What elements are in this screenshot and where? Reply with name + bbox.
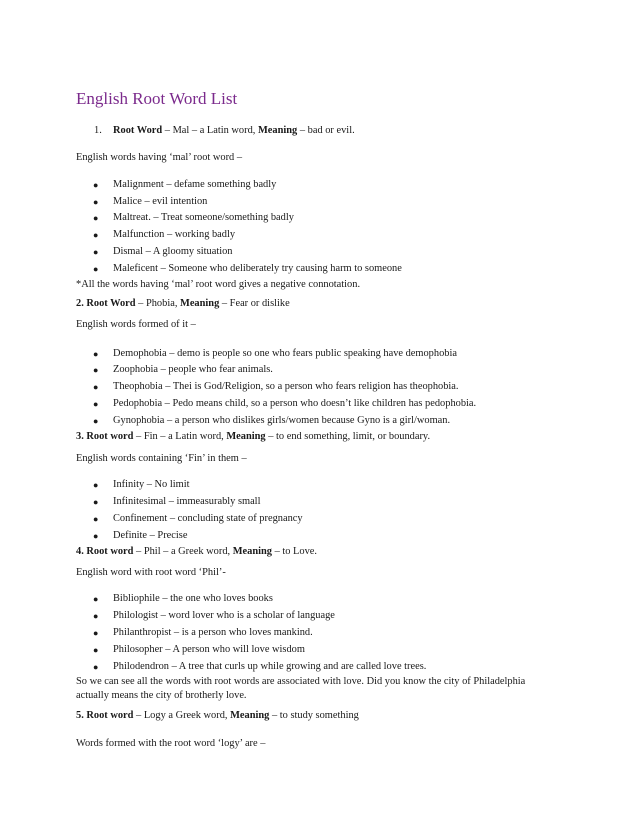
list-item: Dismal – A gloomy situation	[113, 246, 233, 257]
meaning-text: – to study something	[269, 710, 359, 721]
list-item: Maleficent – Someone who deliberately try causing harm to someone	[113, 263, 402, 274]
bullet-icon: ●	[93, 645, 99, 655]
list-item: Philodendron – A tree that curls up while growing and are called love trees.	[113, 661, 427, 672]
bullet-icon: ●	[93, 662, 99, 672]
meaning-label: Meaning	[232, 546, 272, 557]
bullet-icon: ●	[93, 230, 99, 240]
list-item: Infinity – No limit	[113, 479, 190, 490]
list-item: Gynophobia – a person who dislikes girls/women because Gyno is a girl/woman.	[113, 415, 451, 426]
list-item: Bibliophile – the one who loves books	[113, 593, 273, 604]
bullet-icon: ●	[93, 514, 99, 524]
meaning-label: Meaning	[180, 298, 220, 309]
meaning-text: – to Love.	[271, 546, 318, 557]
list-item: Demophobia – demo is people so one who fears public speaking have demophobia	[113, 348, 457, 359]
root-word-text: – Mal – a Latin word,	[162, 125, 258, 136]
section-3-heading	[76, 430, 430, 444]
meaning-text: – bad or evil.	[297, 125, 355, 136]
section-5-intro: Words formed with the root word ‘logy’ are –	[76, 738, 266, 749]
section-4-heading	[76, 545, 317, 559]
root-word-text: – Fin – a Latin word,	[133, 431, 227, 442]
meaning-label: Meaning	[230, 710, 270, 721]
list-item: Zoophobia – people who fear animals.	[113, 364, 273, 375]
bullet-icon: ●	[93, 594, 99, 604]
page-title: English Root Word List	[76, 89, 238, 108]
list-item: Theophobia – Thei is God/Religion, so a person who fears religion has theophobia.	[113, 381, 459, 392]
root-word-label: 4. Root word	[76, 546, 134, 557]
root-word-label: 5. Root word	[76, 710, 134, 721]
bullet-icon: ●	[93, 399, 99, 409]
root-word-text: – Logy a Greek word,	[133, 710, 231, 721]
root-word-label: 3. Root word	[76, 431, 134, 442]
list-item: Pedophobia – Pedo means child, so a person who doesn’t like children has pedophobia.	[113, 398, 477, 409]
bullet-icon: ●	[93, 480, 99, 490]
list-item: Philosopher – A person who will love wisdom	[113, 644, 305, 655]
bullet-icon: ●	[93, 264, 99, 274]
list-item: Maltreat. – Treat someone/something badly	[113, 212, 294, 223]
root-word-text: – Phobia,	[135, 298, 181, 309]
list-item: Philanthropist – is a person who loves mankind.	[113, 627, 313, 638]
list-item: Philologist – word lover who is a scholar of language	[113, 610, 335, 621]
list-item: Malignment – defame something badly	[113, 179, 277, 190]
root-word-text: – Phil – a Greek word,	[133, 546, 233, 557]
section-2-heading	[76, 297, 290, 311]
bullet-icon: ●	[93, 365, 99, 375]
list-item: Definite – Precise	[113, 530, 188, 541]
section-1-note: *All the words having ‘mal’ root word gives a negative connotation.	[76, 279, 361, 290]
bullet-icon: ●	[93, 531, 99, 541]
section-1-number: 1.	[94, 125, 102, 136]
bullet-icon: ●	[93, 497, 99, 507]
meaning-label: Meaning	[226, 431, 266, 442]
bullet-icon: ●	[93, 349, 99, 359]
list-item: Confinement – concluding state of pregnancy	[113, 513, 303, 524]
list-item: Malfunction – working badly	[113, 229, 236, 240]
bullet-icon: ●	[93, 382, 99, 392]
section-4-intro: English word with root word ‘Phil’-	[76, 567, 226, 578]
section-3-intro: English words containing ‘Fin’ in them –	[76, 453, 247, 464]
bullet-icon: ●	[93, 213, 99, 223]
bullet-icon: ●	[93, 180, 99, 190]
section-1-intro: English words having ‘mal’ root word –	[76, 152, 243, 163]
root-word-label: 2. Root Word	[76, 298, 136, 309]
section-5-heading	[76, 709, 359, 723]
root-word-label: Root Word	[113, 125, 163, 136]
bullet-icon: ●	[93, 416, 99, 426]
bullet-icon: ●	[93, 628, 99, 638]
list-item: Malice – evil intention	[113, 196, 208, 207]
section-1-heading	[113, 124, 355, 138]
meaning-text: – Fear or dislike	[219, 298, 290, 309]
list-item: Infinitesimal – immeasurably small	[113, 496, 261, 507]
bullet-icon: ●	[93, 247, 99, 257]
section-4-note: So we can see all the words with root words are associated with love. Did you know the city of Philadelphia actually means the city of brotherly love.	[76, 676, 526, 701]
bullet-icon: ●	[93, 197, 99, 207]
bullet-icon: ●	[93, 611, 99, 621]
section-2-intro: English words formed of it –	[76, 319, 196, 330]
meaning-label: Meaning	[257, 125, 298, 136]
meaning-text: – to end something, limit, or boundary.	[265, 431, 431, 442]
